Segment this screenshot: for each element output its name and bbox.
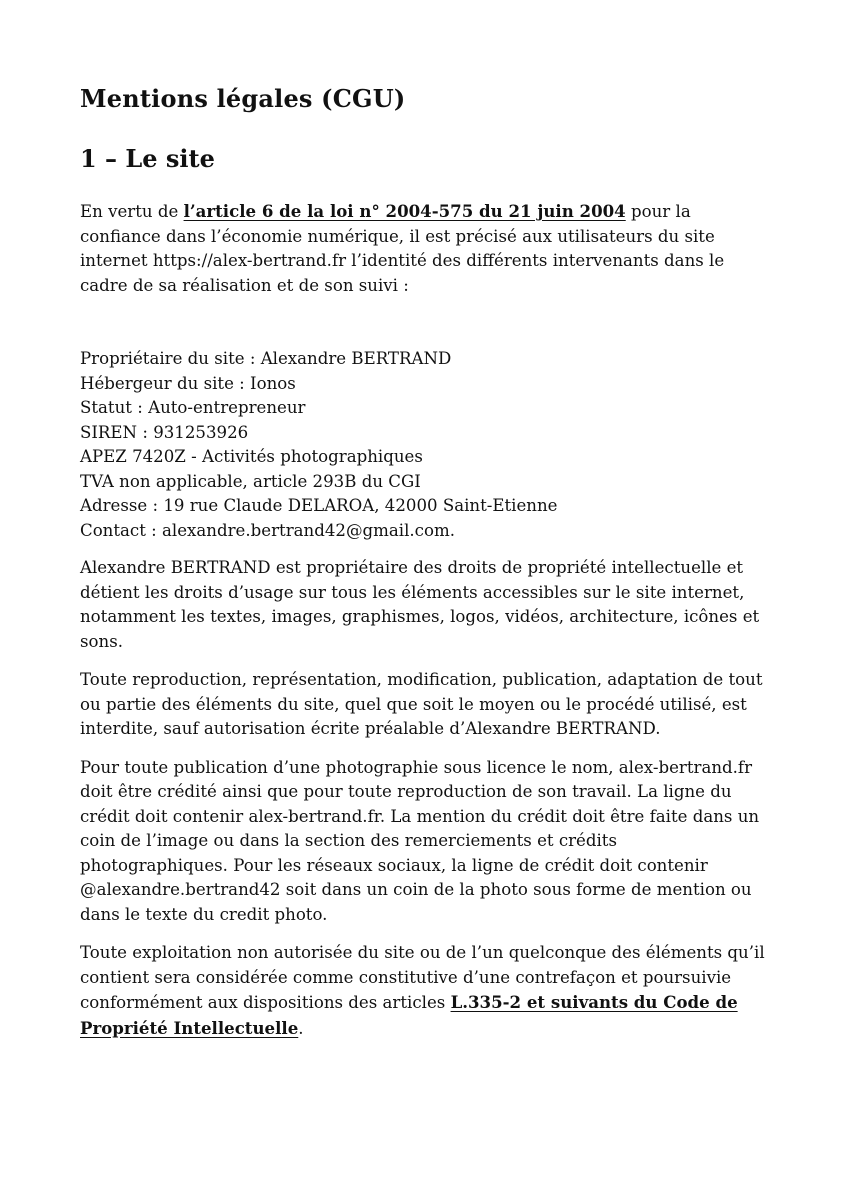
intro-text-before: En vertu de <box>80 202 184 221</box>
code-propriete-link[interactable]: L.335-2 et suivants du Code de Propriété Intellectuelle <box>80 992 738 1038</box>
closing-text-before: Toute exploitation non autorisée du site ou de l’un quelconque des éléments qu’il contient sera considérée comme constitutive d’une contrefaçon et poursuivie conformément aux dispositions des articles <box>80 943 765 1012</box>
closing-paragraph <box>80 941 770 1041</box>
rights-paragraph: Alexandre BERTRAND est propriétaire des droits de propriété intellectuelle et détient les droits d’usage sur tous les éléments accessibles sur le site internet, notamment les textes, images, graphismes, logos, vidéos, architecture, icônes et sons. <box>80 558 760 651</box>
page-title: Mentions légales (CGU) <box>80 84 406 113</box>
intro-text-after: pour la confiance dans l’économie numérique, il est précisé aux utilisateurs du site internet https://alex-bertrand.fr l’identité des différents intervenants dans le cadre de sa réalisation et de son suivi : <box>80 202 725 295</box>
info-line-owner: Propriétaire du site : Alexandre BERTRAND <box>80 349 452 368</box>
info-line-host: Hébergeur du site : Ionos <box>80 373 296 393</box>
info-line-vat: TVA non applicable, article 293B du CGI <box>80 471 421 491</box>
legal-document <box>80 80 770 1041</box>
law-article-link[interactable]: l’article 6 de la loi n° 2004-575 du 21 juin 2004 <box>183 201 626 221</box>
info-line-siren: SIREN : 931253926 <box>80 422 249 442</box>
site-info-block <box>80 347 770 543</box>
closing-text-after: . <box>298 1018 304 1038</box>
intro-paragraph <box>80 199 770 298</box>
info-line-status: Statut : Auto-entrepreneur <box>80 398 306 417</box>
info-line-apez: APEZ 7420Z - Activités photographiques <box>80 447 423 466</box>
info-line-address: Adresse : 19 rue Claude DELAROA, 42000 Saint-Etienne <box>80 496 558 515</box>
reproduction-paragraph: Toute reproduction, représentation, modification, publication, adaptation de tout ou partie des éléments du site, quel que soit le moyen ou le procédé utilisé, est interdite, sauf autorisation écrite préalable d’Alexandre BERTRAND. <box>80 670 763 738</box>
section-heading: 1 – Le site <box>80 144 215 173</box>
info-line-contact: Contact : alexandre.bertrand42@gmail.com. <box>80 520 455 540</box>
credit-paragraph: Pour toute publication d’une photographie sous licence le nom, alex-bertrand.fr doit être crédité ainsi que pour toute reproduction de son travail. La ligne du crédit doit contenir alex-bertrand.fr. La mention du crédit doit être faite dans un coin de l’image ou dans la section des remerciements et crédits photographiques. Pour les réseaux sociaux, la ligne de crédit doit contenir @alexandre.bertrand42 soit dans un coin de la photo sous forme de mention ou dans le texte du credit photo. <box>80 757 760 924</box>
